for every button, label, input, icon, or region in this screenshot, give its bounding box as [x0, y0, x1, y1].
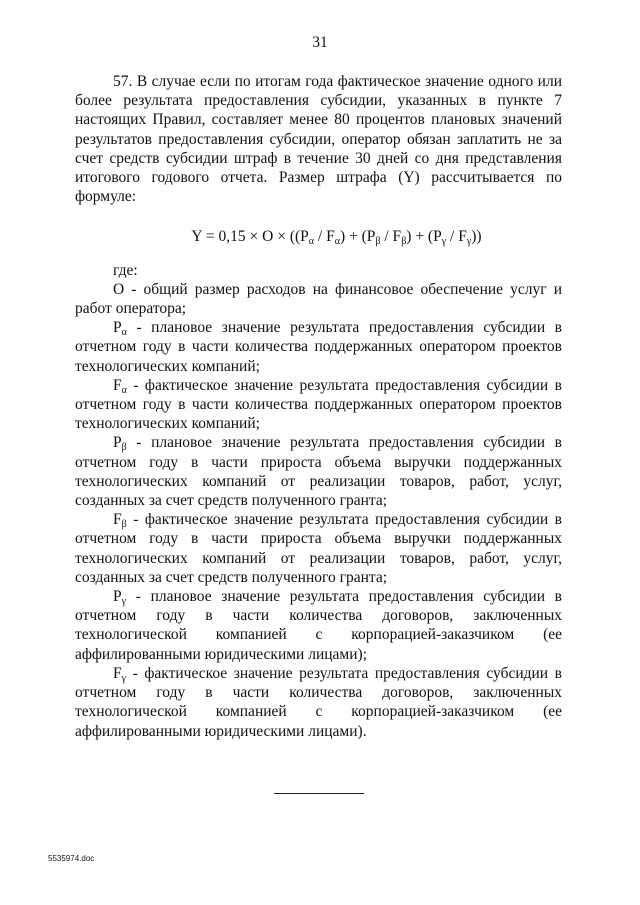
where-label: где: — [113, 261, 138, 279]
page-number: 31 — [312, 34, 328, 51]
definition-f-gamma: $F_\gamma$ - фактическое значение результата предоставления субсидии в отчетном году в части количества договоров, заключенных технологической компанией с корпорацией-заказчиком (ее аффилированными юридическими лицами). — [75, 664, 562, 740]
definition-f-beta: $F_\beta$ - фактическое значение результата предоставления субсидии в отчетном году в части прироста объема выручки поддержанных технологических компаний от реализации товаров, работ, услуг, созданных за счет средств полученного гранта; — [75, 511, 562, 586]
definition-p-alpha: $P_\alpha$ - плановое значение результата предоставления субсидии в отчетном году в части количества поддержанных оператором проектов технологических компаний; — [75, 319, 562, 375]
penalty-formula: $Y = 0,15 \times O \times ((P_\alpha / F_\alpha) + (P_\beta / F_\beta) + (P_\gamma / F_\gamma))$ — [191, 228, 482, 248]
definition-o: O - общий размер расходов на финансовое обеспечение услуг и работ оператора; — [75, 280, 562, 318]
document-body — [75, 72, 562, 741]
definition-f-alpha: $F_\alpha$ - фактическое значение результата предоставления субсидии в отчетном году в части количества поддержанных оператором проектов технологических компаний; — [75, 376, 562, 433]
definition-p-gamma: $P_\gamma$ - плановое значение результата предоставления субсидии в отчетном году в части количества договоров, заключенных технологической компанией с корпорацией-заказчиком (ее аффилированными юридическими лицами); — [75, 588, 562, 663]
closing-rule — [274, 793, 364, 794]
definition-p-beta: $P_\beta$ - плановое значение результата предоставления субсидии в отчетном году в части прироста объема выручки поддержанных технологических компаний от реализации товаров, работ, услуг, созданных за счет средств полученного гранта; — [75, 434, 562, 510]
paragraph-57: 57. В случае если по итогам года фактическое значение одного или более результата предоставления субсидии, указанных в пункте 7 настоящих Правил, составляет менее 80 процентов плановых значений результатов предоставления субсидии, оператор обязан заплатить не за счет средств субсидии штраф в течение 30 дней со дня представления итогового годового отчета. Размер штрафа (Y) рассчитывается по формуле: — [75, 73, 562, 206]
document-file-id: 5535974.doc — [48, 854, 95, 863]
